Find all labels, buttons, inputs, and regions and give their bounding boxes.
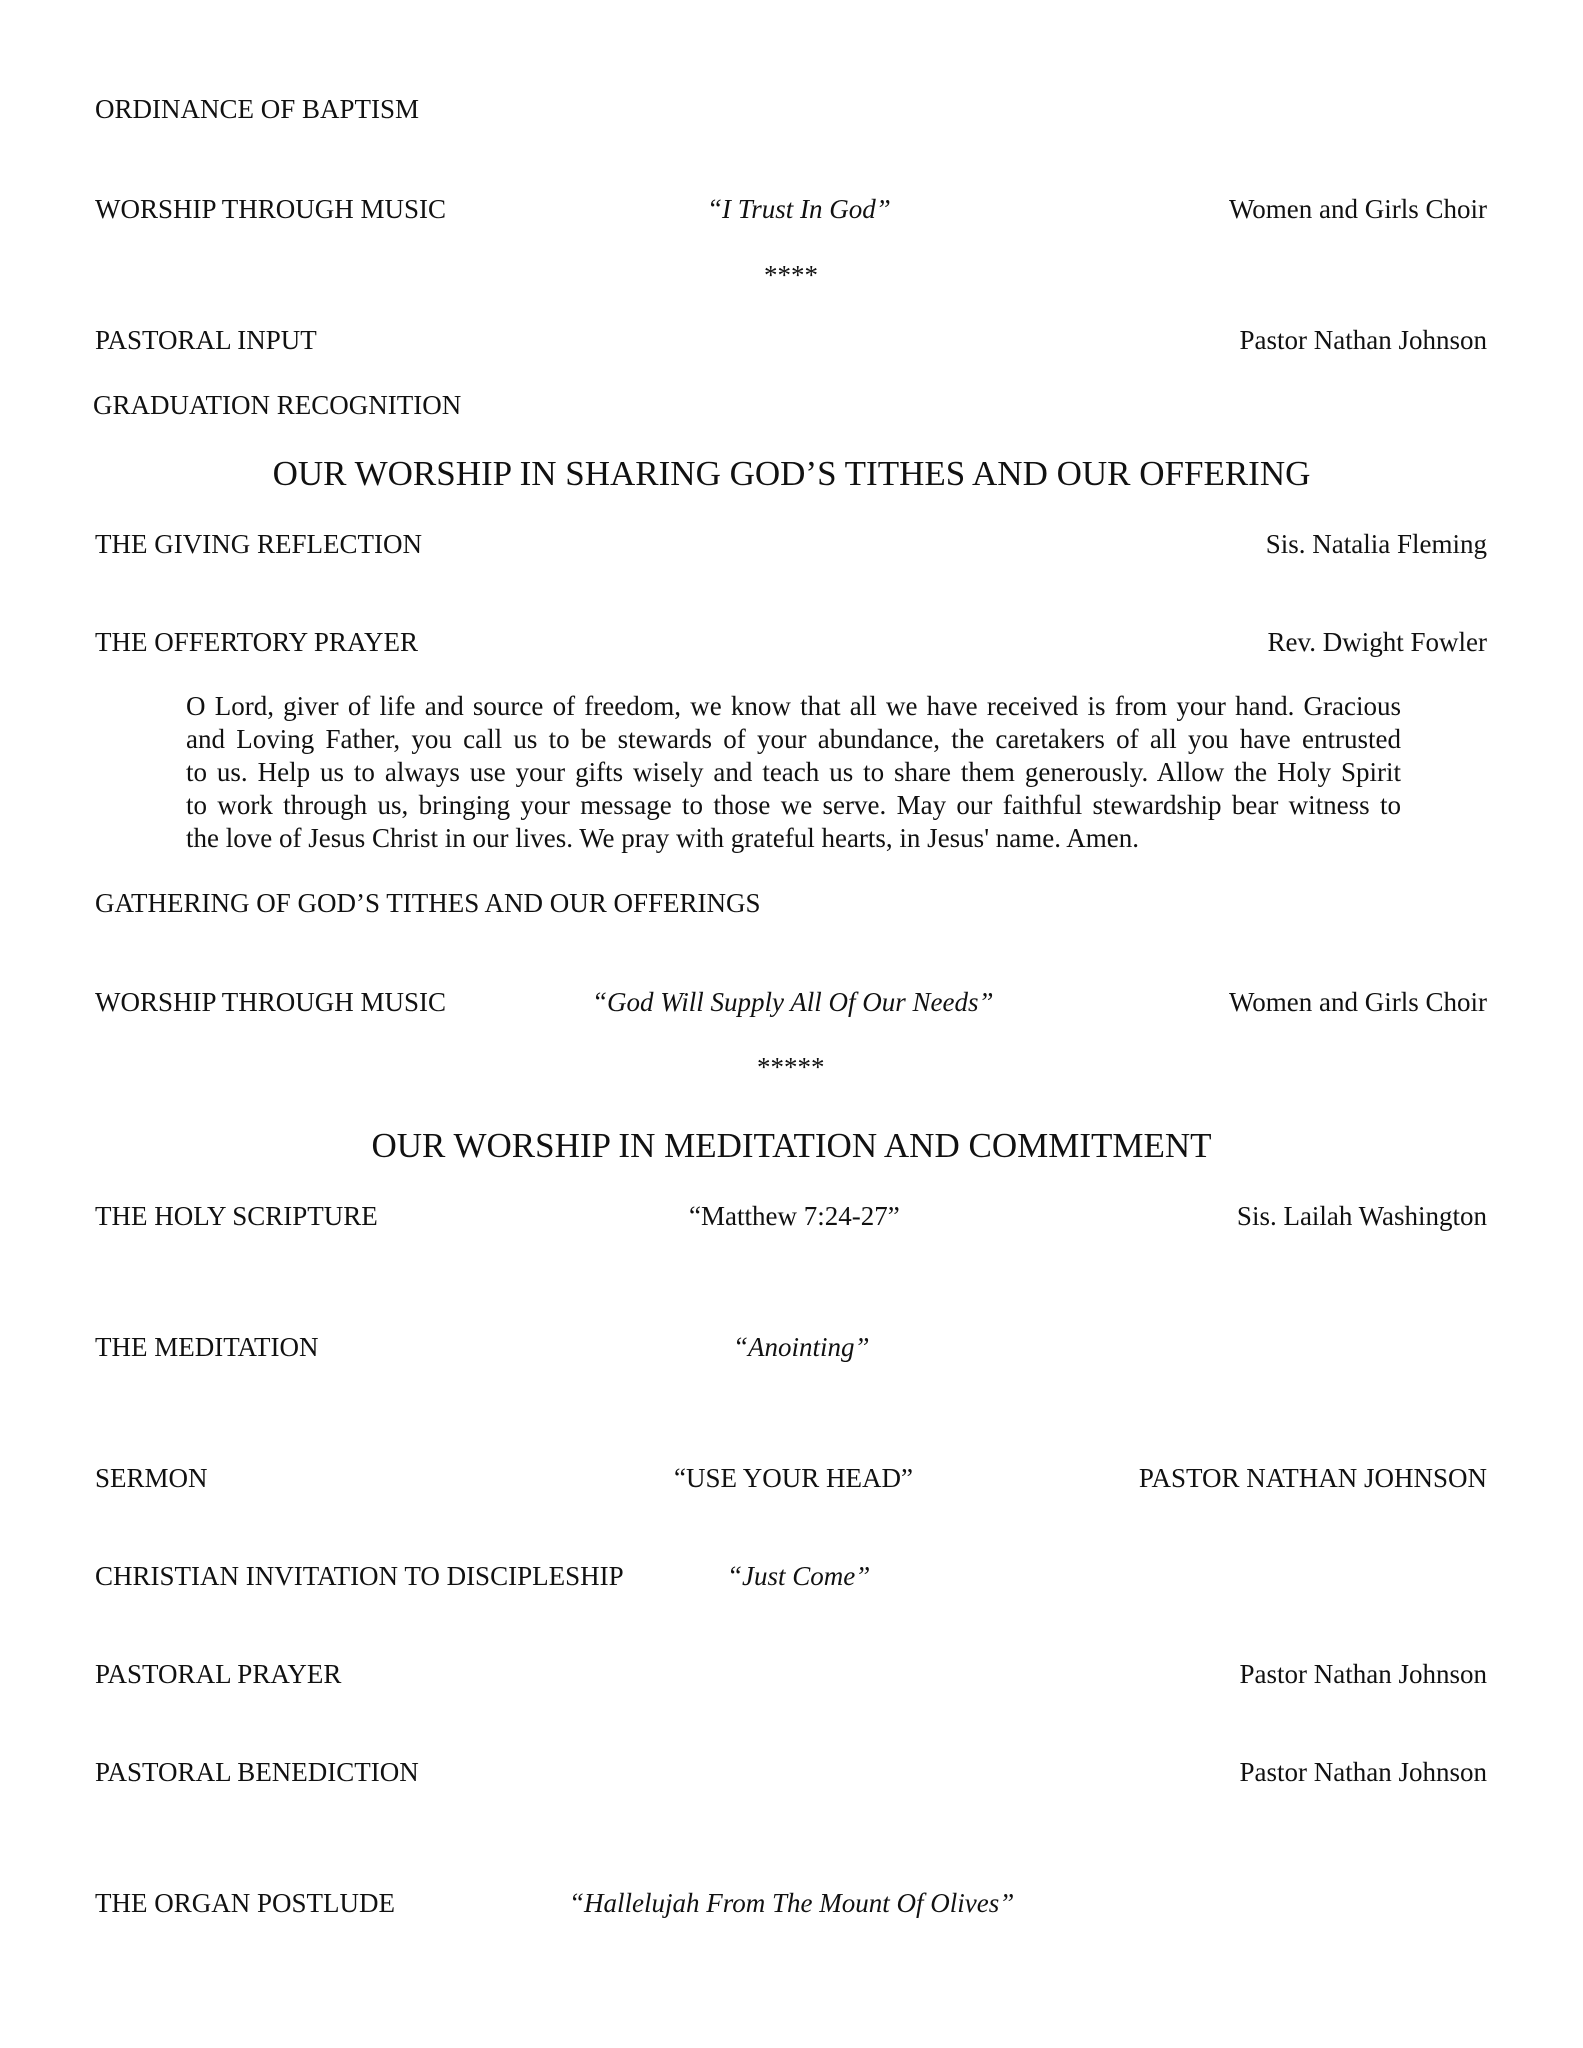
item-label-sermon: SERMON: [95, 1463, 208, 1493]
item-label-pastoral-input: PASTORAL INPUT: [95, 325, 317, 355]
section-heading-tithes-offering: OUR WORSHIP IN SHARING GOD’S TITHES AND OUR OFFERING: [272, 454, 1311, 493]
section-heading-meditation-commitment: OUR WORSHIP IN MEDITATION AND COMMITMENT: [371, 1126, 1212, 1165]
item-leader-pastoral-prayer: Pastor Nathan Johnson: [1239, 1659, 1487, 1689]
item-leader-offertory-prayer: Rev. Dwight Fowler: [1267, 627, 1487, 657]
item-label-meditation: THE MEDITATION: [95, 1332, 319, 1362]
prayer-line: and Loving Father, you call us to be stewards of your abundance, the caretakers of all you have entrusted: [186, 724, 1401, 754]
section-separator: *****: [757, 1052, 825, 1082]
item-label-christian-invitation: CHRISTIAN INVITATION TO DISCIPLESHIP: [95, 1561, 624, 1591]
item-leader-scripture: Sis. Lailah Washington: [1236, 1201, 1487, 1231]
prayer-line: the love of Jesus Christ in our lives. We pray with grateful hearts, in Jesus' name. Amen.: [186, 823, 1140, 853]
item-leader-pastor: Pastor Nathan Johnson: [1239, 325, 1487, 355]
section-separator: ****: [764, 260, 818, 290]
item-label-ordinance-of-baptism: ORDINANCE OF BAPTISM: [95, 94, 420, 124]
item-leader-pastoral-benediction: Pastor Nathan Johnson: [1239, 1757, 1487, 1787]
item-leader-choir: Women and Girls Choir: [1228, 194, 1487, 224]
item-label-gathering-tithes: GATHERING OF GOD’S TITHES AND OUR OFFERINGS: [95, 888, 761, 918]
item-leader-choir: Women and Girls Choir: [1228, 987, 1487, 1017]
item-label-worship-through-music: WORSHIP THROUGH MUSIC: [95, 194, 447, 224]
item-label-organ-postlude: THE ORGAN POSTLUDE: [95, 1888, 395, 1918]
item-label-pastoral-benediction: PASTORAL BENEDICTION: [95, 1757, 419, 1787]
song-title-just-come: “Just Come”: [727, 1561, 871, 1591]
item-label-holy-scripture: THE HOLY SCRIPTURE: [95, 1201, 378, 1231]
prayer-line: to work through us, bringing your message to those we serve. May our faithful stewardship bear witness to: [186, 790, 1401, 820]
item-label-graduation-recognition: GRADUATION RECOGNITION: [93, 390, 462, 420]
scripture-reference: “Matthew 7:24-27”: [689, 1201, 900, 1231]
song-title-anointing: “Anointing”: [733, 1332, 870, 1362]
item-leader-sermon: PASTOR NATHAN JOHNSON: [1138, 1463, 1487, 1493]
item-label-pastoral-prayer: PASTORAL PRAYER: [95, 1659, 342, 1689]
sermon-title: “USE YOUR HEAD”: [674, 1463, 913, 1493]
item-label-giving-reflection: THE GIVING REFLECTION: [95, 529, 422, 559]
item-leader-giving-reflection: Sis. Natalia Fleming: [1265, 529, 1487, 559]
song-title-hallelujah: “Hallelujah From The Mount Of Olives”: [569, 1888, 1015, 1918]
prayer-line: O Lord, giver of life and source of freedom, we know that all we have received is from your hand. Gracious: [186, 691, 1401, 721]
item-label-offertory-prayer: THE OFFERTORY PRAYER: [95, 627, 418, 657]
song-title-i-trust-in-god: “I Trust In God”: [707, 194, 891, 224]
prayer-line: to us. Help us to always use your gifts wisely and teach us to share them generously. Allow the Holy Spirit: [186, 757, 1401, 787]
offertory-prayer-text: [186, 690, 1401, 855]
song-title-god-will-supply: “God Will Supply All Of Our Needs”: [592, 987, 994, 1017]
item-label-worship-through-music: WORSHIP THROUGH MUSIC: [95, 987, 447, 1017]
